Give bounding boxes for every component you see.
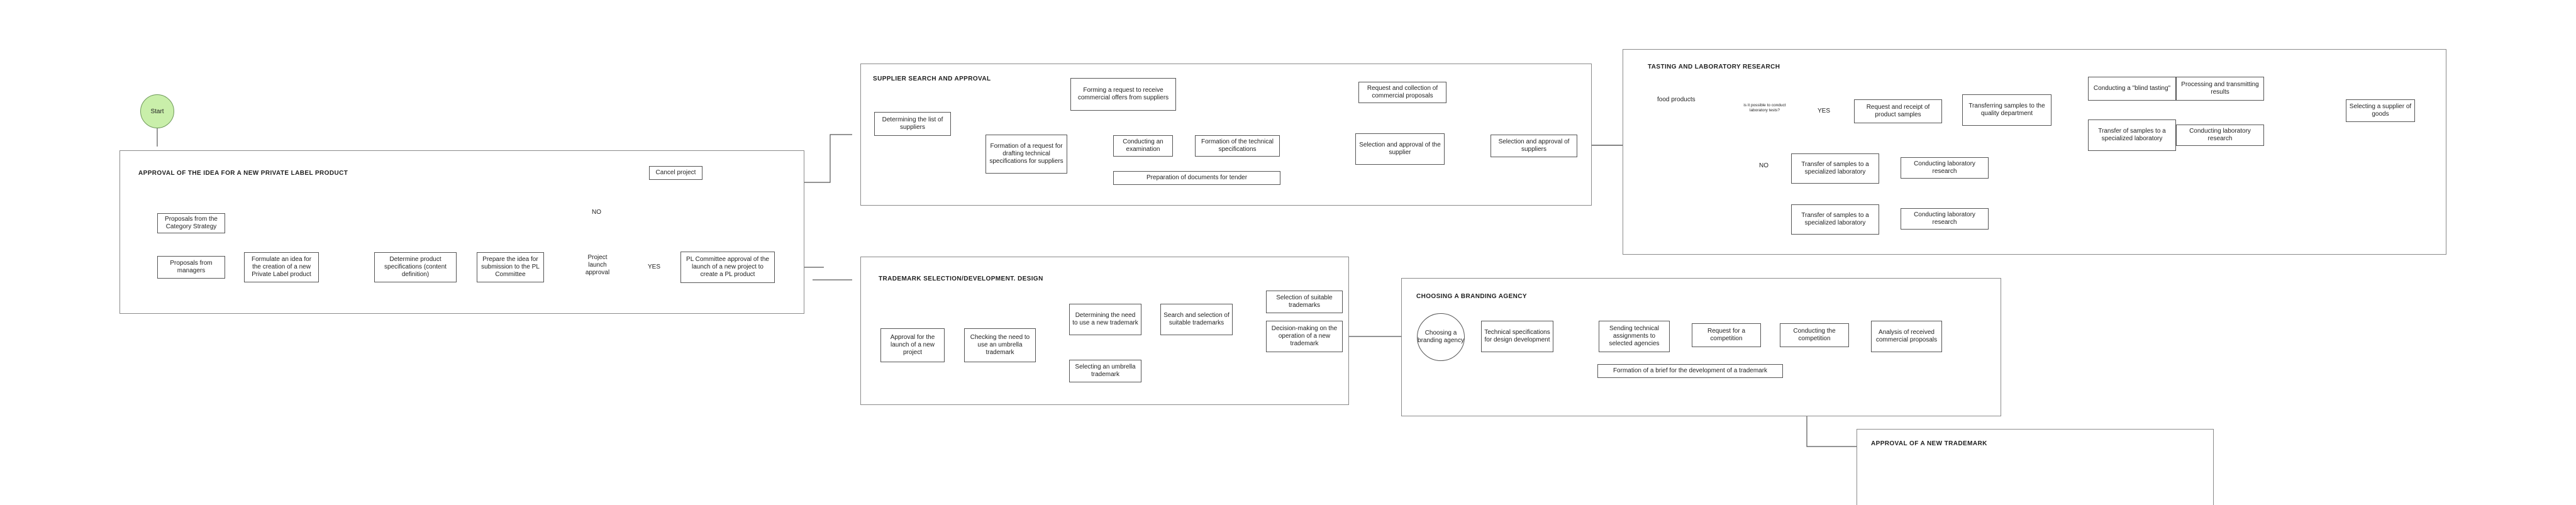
tasting-title: TASTING AND LABORATORY RESEARCH xyxy=(1648,64,1780,70)
start-node xyxy=(140,94,174,128)
selection-suitable-node: Selection of suitable trademarks xyxy=(1266,291,1343,313)
conducting-lab3-node: Conducting laboratory research xyxy=(1901,208,1989,230)
food-products-label: food products xyxy=(1657,96,1696,103)
lab-tests-question: is it possible to conduct laboratory tests? xyxy=(1743,103,1786,113)
approval-title: APPROVAL OF THE IDEA FOR A NEW PRIVATE LABEL PRODUCT xyxy=(138,170,348,177)
conducting-lab2-node: Conducting laboratory research xyxy=(1901,157,1989,179)
transfer-lab2-node: Transfer of samples to a specialized laboratory xyxy=(1791,153,1879,184)
checking-need-node: Checking the need to use an umbrella trademark xyxy=(964,328,1036,362)
conducting-exam-node: Conducting an examination xyxy=(1113,135,1173,157)
approval-launch-node: Approval for the launch of a new project xyxy=(880,328,945,362)
sending-tech-node: Sending technical assignments to selected agencies xyxy=(1599,321,1670,352)
processing-results-node: Processing and transmitting results xyxy=(2176,77,2264,101)
supplier-title: SUPPLIER SEARCH AND APPROVAL xyxy=(873,75,991,82)
conducting-lab1-node: Conducting laboratory research xyxy=(2176,125,2264,146)
cancel-project-node: Cancel project xyxy=(649,166,702,180)
tasting-section xyxy=(1623,49,2446,255)
tech-specs-design-node: Technical specifications for design development xyxy=(1481,321,1553,352)
request-samples-node: Request and receipt of product samples xyxy=(1854,99,1942,123)
proposals-category-node: Proposals from the Category Strategy xyxy=(157,213,225,233)
choosing-agency-node: Choosing a branding agency xyxy=(1417,313,1465,361)
determine-list-node: Determining the list of suppliers xyxy=(874,112,951,136)
analysis-proposals-node: Analysis of received commercial proposals xyxy=(1871,321,1942,352)
transfer-lab3-node: Transfer of samples to a specialized laboratory xyxy=(1791,204,1879,235)
determining-need-node: Determining the need to use a new trademark xyxy=(1069,304,1141,335)
prepare-idea-node: Prepare the idea for submission to the PL Committee xyxy=(477,252,544,282)
formation-brief-node: Formation of a brief for the development of a trademark xyxy=(1597,364,1783,378)
decision-making-node: Decision-making on the operation of a new trademark xyxy=(1266,321,1343,352)
preparation-docs-node: Preparation of documents for tender xyxy=(1113,171,1280,185)
selecting-umbrella-node: Selecting an umbrella trademark xyxy=(1069,360,1141,382)
formation-tech-node: Formation of the technical specifications xyxy=(1195,135,1280,157)
transferring-quality-node: Transferring samples to the quality department xyxy=(1962,94,2051,126)
request-competition-node: Request for a competition xyxy=(1692,323,1761,347)
project-launch-label: Project launch approval xyxy=(585,254,610,276)
request-collection-node: Request and collection of commercial proposals xyxy=(1358,82,1446,103)
selection-approval-supplier-node: Selection and approval of the supplier xyxy=(1355,133,1445,165)
new-trademark-title: APPROVAL OF A NEW TRADEMARK xyxy=(1871,440,1987,447)
approval-yes-label: YES xyxy=(648,264,661,270)
tasting-no-label: NO xyxy=(1759,162,1768,169)
conducting-competition-node: Conducting the competition xyxy=(1780,323,1849,347)
tasting-yes-label: YES xyxy=(1818,108,1831,114)
blind-tasting-node: Conducting a "blind tasting" xyxy=(2088,77,2176,101)
transfer-lab1-node: Transfer of samples to a specialized laboratory xyxy=(2088,119,2176,151)
selection-approval-suppliers-node: Selection and approval of suppliers xyxy=(1491,135,1577,157)
proposals-managers-node: Proposals from managers xyxy=(157,256,225,279)
approval-no-label: NO xyxy=(592,209,601,216)
branding-title: CHOOSING A BRANDING AGENCY xyxy=(1416,293,1527,300)
start-label: Start xyxy=(150,108,164,115)
pl-committee-node: PL Committee approval of the launch of a new project to create a PL product xyxy=(680,252,775,283)
trademark-title: TRADEMARK SELECTION/DEVELOPMENT. DESIGN xyxy=(879,275,1043,282)
determine-specs-node: Determine product specifications (content definition) xyxy=(374,252,457,282)
forming-request-node: Forming a request to receive commercial offers from suppliers xyxy=(1070,78,1176,111)
formulate-idea-node: Formulate an idea for the creation of a new Private Label product xyxy=(244,252,319,282)
search-selection-node: Search and selection of suitable trademarks xyxy=(1160,304,1233,335)
selecting-supplier-node: Selecting a supplier of goods xyxy=(2346,99,2415,122)
formation-request-node: Formation of a request for drafting technical specifications for suppliers xyxy=(985,135,1067,174)
